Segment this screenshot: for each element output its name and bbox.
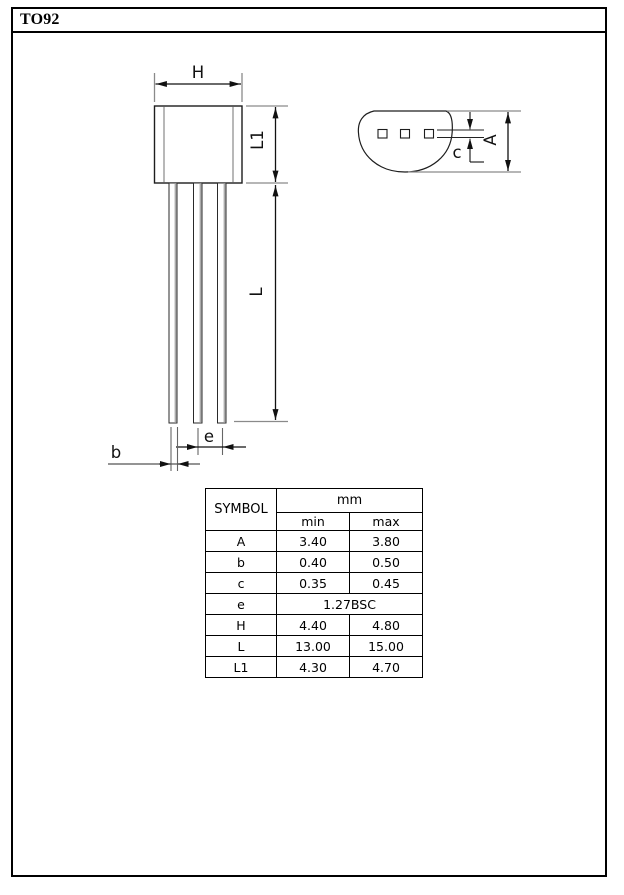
cell-min: 13.00	[277, 636, 350, 657]
table-row-L	[206, 636, 423, 657]
cell-symbol: H	[206, 615, 277, 636]
dim-label-L: L	[247, 287, 266, 297]
table-row-H	[206, 615, 423, 636]
cell-max: 4.70	[350, 657, 423, 678]
cell-max: 15.00	[350, 636, 423, 657]
cell-max: 4.80	[350, 615, 423, 636]
dim-label-b: b	[110, 443, 122, 462]
cell-min: 4.40	[277, 615, 350, 636]
dim-label-A: A	[481, 134, 500, 146]
leads	[169, 183, 226, 423]
cell-max: 3.80	[350, 531, 423, 552]
table-row-e	[206, 594, 423, 615]
cell-symbol: b	[206, 552, 277, 573]
cell-min: 4.30	[277, 657, 350, 678]
cell-symbol: e	[206, 594, 277, 615]
top-view	[358, 111, 521, 172]
dim-label-c: c	[452, 143, 462, 162]
lead-pad-1	[378, 130, 387, 139]
dim-label-L1: L1	[248, 130, 267, 150]
cell-min: 3.40	[277, 531, 350, 552]
cell-symbol: L1	[206, 657, 277, 678]
cell-value-span: 1.27BSC	[277, 594, 423, 615]
package-top-outline	[358, 111, 452, 172]
col-header-min: min	[277, 513, 350, 531]
table-row-L1	[206, 657, 423, 678]
cell-min: 0.35	[277, 573, 350, 594]
cell-symbol: c	[206, 573, 277, 594]
cell-max: 0.45	[350, 573, 423, 594]
package-body	[155, 106, 243, 183]
col-header-symbol: SYMBOL	[206, 489, 277, 531]
dim-label-H: H	[191, 63, 205, 82]
col-header-unit: mm	[277, 489, 423, 513]
cell-min: 0.40	[277, 552, 350, 573]
table-row-c	[206, 573, 423, 594]
lead-pad-2	[401, 130, 410, 139]
dimension-table	[205, 488, 423, 678]
col-header-max: max	[350, 513, 423, 531]
page-title: TO92	[20, 11, 60, 28]
table-row-A	[206, 531, 423, 552]
cell-max: 0.50	[350, 552, 423, 573]
cell-symbol: A	[206, 531, 277, 552]
dim-label-e: e	[203, 427, 215, 446]
lead-pad-3	[425, 130, 434, 139]
cell-symbol: L	[206, 636, 277, 657]
front-view	[108, 63, 288, 471]
table-row-b	[206, 552, 423, 573]
